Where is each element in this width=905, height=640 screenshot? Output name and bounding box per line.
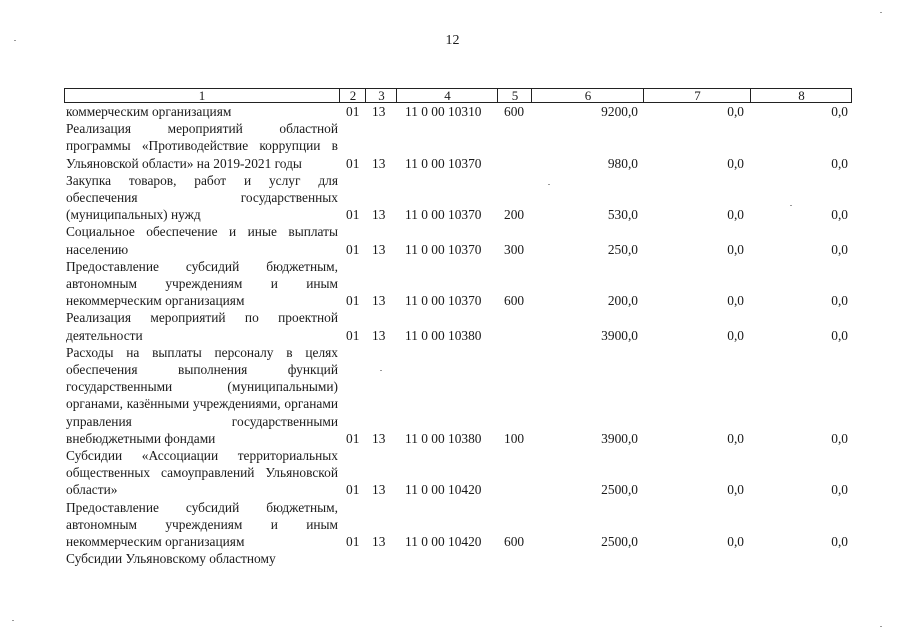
page-number: 12 <box>445 33 460 48</box>
cell-c3: 13 <box>372 327 386 343</box>
cell-c6: 3900,0 <box>601 430 638 446</box>
cell-c2: 01 <box>346 534 360 550</box>
cell-c8: 0,0 <box>831 207 848 223</box>
table-row <box>64 120 852 172</box>
table-row <box>64 309 852 343</box>
cell-c2: 01 <box>346 207 360 223</box>
cell-c2: 01 <box>346 482 360 498</box>
cell-c8: 0,0 <box>831 534 848 550</box>
cell-c8: 0,0 <box>831 155 848 171</box>
cell-c5: 100 <box>504 430 525 446</box>
cell-c7: 0,0 <box>727 293 744 309</box>
cell-c4: 11 0 00 10370 <box>405 155 482 171</box>
row-values <box>64 327 852 344</box>
cell-c5: 200 <box>504 207 525 223</box>
cell-c6: 2500,0 <box>601 482 638 498</box>
cell-c2: 01 <box>346 241 360 257</box>
row-description: Субсидии Ульяновскому областному <box>66 551 276 567</box>
header-col-6: 6 <box>531 89 644 102</box>
table-body <box>64 103 852 567</box>
cell-c3: 13 <box>372 155 386 171</box>
cell-c2: 01 <box>346 155 360 171</box>
cell-c2: 01 <box>346 327 360 343</box>
table-row <box>64 258 852 310</box>
cell-c8: 0,0 <box>831 104 848 120</box>
header-col-8: 8 <box>750 89 852 102</box>
row-values <box>64 481 852 498</box>
cell-c5: 600 <box>504 293 525 309</box>
cell-c6: 9200,0 <box>601 104 638 120</box>
table-row <box>64 550 852 567</box>
cell-c8: 0,0 <box>831 430 848 446</box>
cell-c6: 980,0 <box>607 155 638 171</box>
cell-c4: 11 0 00 10370 <box>405 207 482 223</box>
budget-table <box>64 88 852 567</box>
table-header-row <box>64 88 852 103</box>
table-row <box>64 344 852 447</box>
cell-c6: 200,0 <box>607 293 638 309</box>
cell-c6: 250,0 <box>607 241 638 257</box>
cell-c4: 11 0 00 10380 <box>405 327 482 343</box>
cell-c2: 01 <box>346 293 360 309</box>
cell-c2: 01 <box>346 104 360 120</box>
table-row <box>64 172 852 224</box>
cell-c7: 0,0 <box>727 482 744 498</box>
row-description: коммерческим организациям <box>66 104 232 119</box>
table-row <box>64 447 852 499</box>
cell-c3: 13 <box>372 104 386 120</box>
cell-c7: 0,0 <box>727 327 744 343</box>
row-values <box>64 533 852 550</box>
cell-c7: 0,0 <box>727 534 744 550</box>
row-description: Социальное обеспечение и иные выплаты населению <box>66 224 338 257</box>
cell-c7: 0,0 <box>727 207 744 223</box>
row-description: Предоставление субсидий бюджетным, автономным учреждениям и иным некоммерческим организациям <box>66 499 338 550</box>
cell-c7: 0,0 <box>727 155 744 171</box>
cell-c6: 530,0 <box>607 207 638 223</box>
cell-c3: 13 <box>372 207 386 223</box>
cell-c6: 2500,0 <box>601 534 638 550</box>
header-col-4: 4 <box>396 89 498 102</box>
cell-c6: 3900,0 <box>601 327 638 343</box>
row-values <box>64 206 852 223</box>
row-description: Реализация мероприятий областной программы «Противодействие коррупции в Ульяновской области» на 2019-2021 годы <box>66 121 338 171</box>
row-values <box>64 550 852 567</box>
cell-c8: 0,0 <box>831 293 848 309</box>
header-col-2: 2 <box>339 89 366 102</box>
cell-c8: 0,0 <box>831 482 848 498</box>
cell-c8: 0,0 <box>831 327 848 343</box>
cell-c3: 13 <box>372 482 386 498</box>
cell-c8: 0,0 <box>831 241 848 257</box>
row-description: Субсидии «Ассоциации территориальных общественных самоуправлений Ульяновской области» <box>66 448 338 498</box>
table-row <box>64 103 852 120</box>
row-values <box>64 103 852 120</box>
cell-c3: 13 <box>372 293 386 309</box>
row-description: Реализация мероприятий по проектной деятельности <box>66 310 338 343</box>
cell-c3: 13 <box>372 241 386 257</box>
row-values <box>64 430 852 447</box>
cell-c7: 0,0 <box>727 241 744 257</box>
cell-c3: 13 <box>372 534 386 550</box>
cell-c4: 11 0 00 10380 <box>405 430 482 446</box>
header-col-7: 7 <box>643 89 751 102</box>
row-description: Предоставление субсидий бюджетным, автономным учреждениям и иным некоммерческим организациям <box>66 258 338 309</box>
row-description: Закупка товаров, работ и услуг для обеспечения государственных (муниципальных) нужд <box>66 172 338 223</box>
table-row <box>64 223 852 257</box>
row-values <box>64 241 852 258</box>
cell-c2: 01 <box>346 430 360 446</box>
cell-c4: 11 0 00 10310 <box>405 104 482 120</box>
row-values <box>64 155 852 172</box>
cell-c3: 13 <box>372 430 386 446</box>
table-row <box>64 499 852 551</box>
cell-c7: 0,0 <box>727 104 744 120</box>
cell-c4: 11 0 00 10420 <box>405 534 482 550</box>
cell-c7: 0,0 <box>727 430 744 446</box>
cell-c5: 300 <box>504 241 525 257</box>
cell-c4: 11 0 00 10420 <box>405 482 482 498</box>
header-col-5: 5 <box>497 89 532 102</box>
cell-c4: 11 0 00 10370 <box>405 293 482 309</box>
cell-c4: 11 0 00 10370 <box>405 241 482 257</box>
cell-c5: 600 <box>504 104 525 120</box>
cell-c5: 600 <box>504 534 525 550</box>
header-col-1: 1 <box>198 88 206 103</box>
row-description: Расходы на выплаты персоналу в целях обеспечения выполнения функций государственными (муниципальными) органами, казёнными учреждениями, органами управления государственными внебюджетными фондами <box>66 344 338 446</box>
header-col-3: 3 <box>365 89 397 102</box>
row-values <box>64 292 852 309</box>
